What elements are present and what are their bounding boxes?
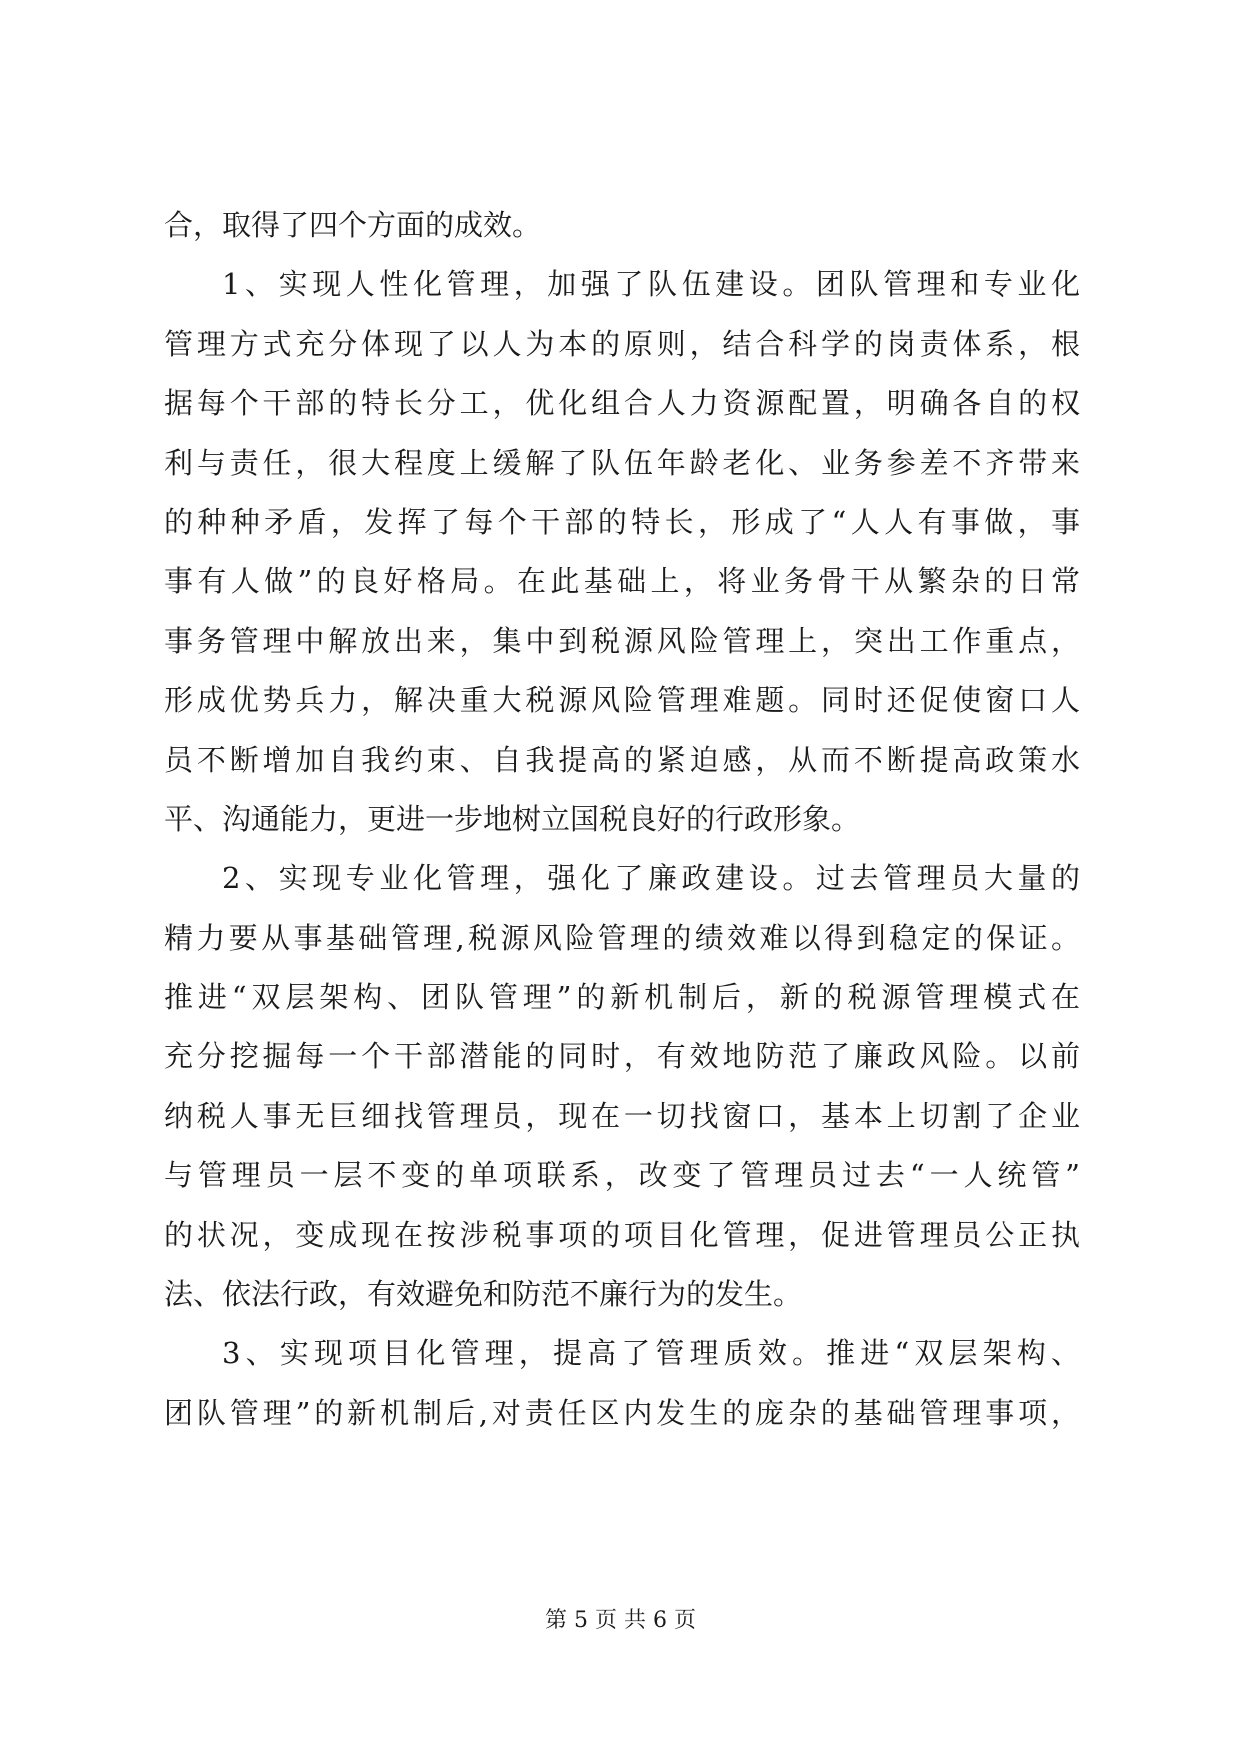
- text-line: 事有人做”的良好格局。在此基础上，将业务骨干从繁杂的日常: [164, 564, 1080, 599]
- text-line: 精力要从事基础管理,税源风险管理的绩效难以得到稳定的保证。: [164, 920, 1080, 955]
- body-text: [164, 196, 1080, 1443]
- text-line: 纳税人事无巨细找管理员，现在一切找窗口，基本上切割了企业: [164, 1098, 1080, 1133]
- text-line: 员不断增加自我约束、自我提高的紧迫感，从而不断提高政策水: [164, 742, 1080, 777]
- text-line: 与管理员一层不变的单项联系，改变了管理员过去“一人统管”: [164, 1158, 1080, 1193]
- text-line: 充分挖掘每一个干部潜能的同时，有效地防范了廉政风险。以前: [164, 1039, 1080, 1074]
- text-line: 合，取得了四个方面的成效。: [164, 208, 542, 242]
- text-line: 据每个干部的特长分工，优化组合人力资源配置，明确各自的权: [164, 386, 1080, 421]
- text-line: 事务管理中解放出来，集中到税源风险管理上，突出工作重点，: [164, 623, 1080, 658]
- text-line: 2、实现专业化管理，强化了廉政建设。过去管理员大量的: [222, 861, 1080, 896]
- text-line: 的状况，变成现在按涉税事项的项目化管理，促进管理员公正执: [164, 1217, 1080, 1252]
- text-line: 管理方式充分体现了以人为本的原则，结合科学的岗责体系，根: [164, 326, 1080, 361]
- text-line: 3、实现项目化管理，提高了管理质效。推进“双层架构、: [222, 1336, 1080, 1371]
- text-line: 形成优势兵力，解决重大税源风险管理难题。同时还促使窗口人: [164, 683, 1080, 718]
- text-line: 平、沟通能力，更进一步地树立国税良好的行政形象。: [164, 801, 861, 836]
- text-line: 团队管理”的新机制后,对责任区内发生的庞杂的基础管理事项，: [164, 1395, 1080, 1430]
- text-line: 推进“双层架构、团队管理”的新机制后，新的税源管理模式在: [164, 980, 1080, 1015]
- text-line: 的种种矛盾，发挥了每个干部的特长，形成了“人人有事做，事: [164, 504, 1080, 539]
- text-line: 1、实现人性化管理，加强了队伍建设。团队管理和专业化: [222, 267, 1080, 302]
- text-line: 法、依法行政，有效避免和防范不廉行为的发生。: [164, 1277, 803, 1312]
- text-line: 利与责任，很大程度上缓解了队伍年龄老化、业务参差不齐带来: [164, 445, 1080, 480]
- page-footer: 第 5 页 共 6 页: [545, 1608, 696, 1633]
